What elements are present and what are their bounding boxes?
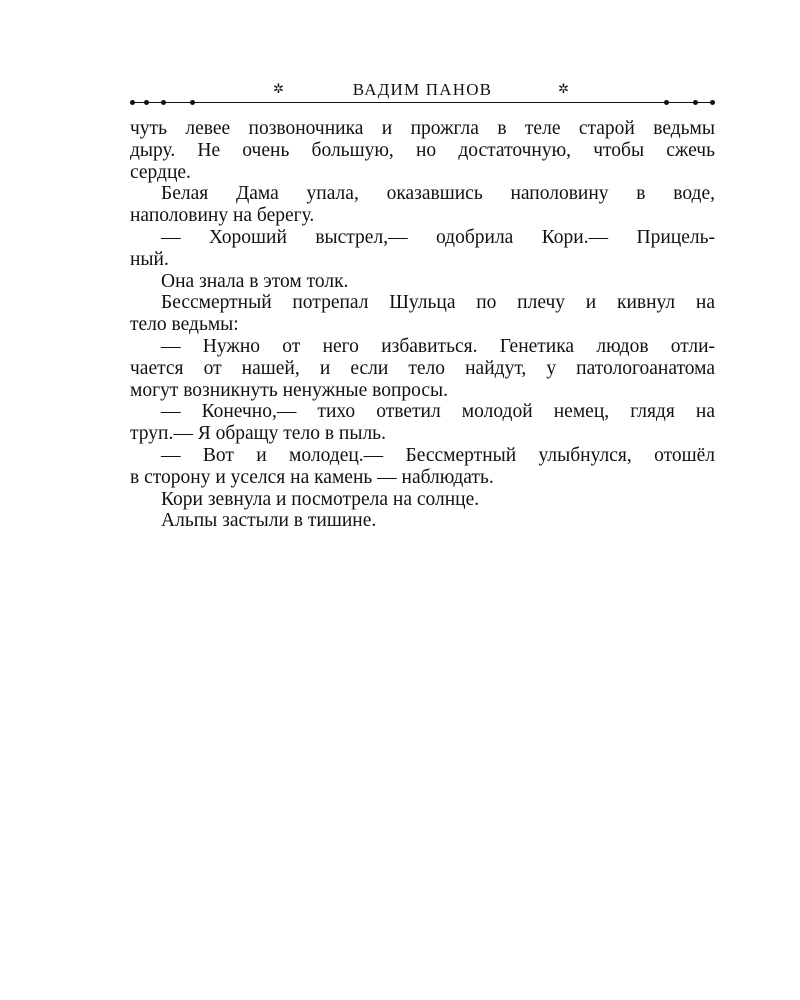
text-line: ный. [130,248,169,270]
text-line: Бессмертный потрепал Шульца по плечу и кивнул на [161,292,715,314]
text-line: — Хороший выстрел,— одобрила Кори.— Прицель- [161,226,715,248]
author-name: ВАДИМ ПАНОВ [352,80,493,99]
text-line: могут возникнуть ненужные вопросы. [130,379,449,401]
text-line: — Нужно от него избавиться. Генетика людов отли- [161,335,715,357]
rule-dot-icon [161,100,166,105]
rule-dot-icon [693,100,698,105]
text-line: — Вот и молодец.— Бессмертный улыбнулся, отошёл [161,444,715,466]
ornament-left-icon: ✲ [273,81,284,96]
body-text [130,118,715,532]
text-line: наполовину на берегу. [130,205,315,227]
rule-dot-icon [710,100,715,105]
text-line: чается от нашей, и если тело найдут, у патологоанатома [130,357,715,379]
rule-dot-icon [130,100,135,105]
rule-dot-icon [144,100,149,105]
text-line: Белая Дама упала, оказавшись наполовину в воде, [161,183,715,205]
text-line: Она знала в этом толк. [161,270,349,292]
header-rule [130,102,715,103]
text-line: Кори зевнула и посмотрела на солнце. [161,488,480,510]
text-line: — Конечно,— тихо ответил молодой немец, глядя на [161,401,715,423]
ornament-right-icon: ✲ [558,81,569,96]
text-line: труп.— Я обращу тело в пыль. [130,423,386,445]
text-line: чуть левее позвоночника и прожгла в теле старой ведьмы [130,118,715,139]
rule-dot-icon [664,100,669,105]
text-line: в сторону и уселся на камень — наблюдать. [130,466,494,488]
text-line: сердце. [130,161,191,183]
text-line: дыру. Не очень большую, но достаточную, чтобы сжечь [130,139,715,161]
running-head [130,76,715,106]
text-line: тело ведьмы: [130,314,239,336]
rule-dot-icon [190,100,195,105]
text-line: Альпы застыли в тишине. [161,510,377,532]
